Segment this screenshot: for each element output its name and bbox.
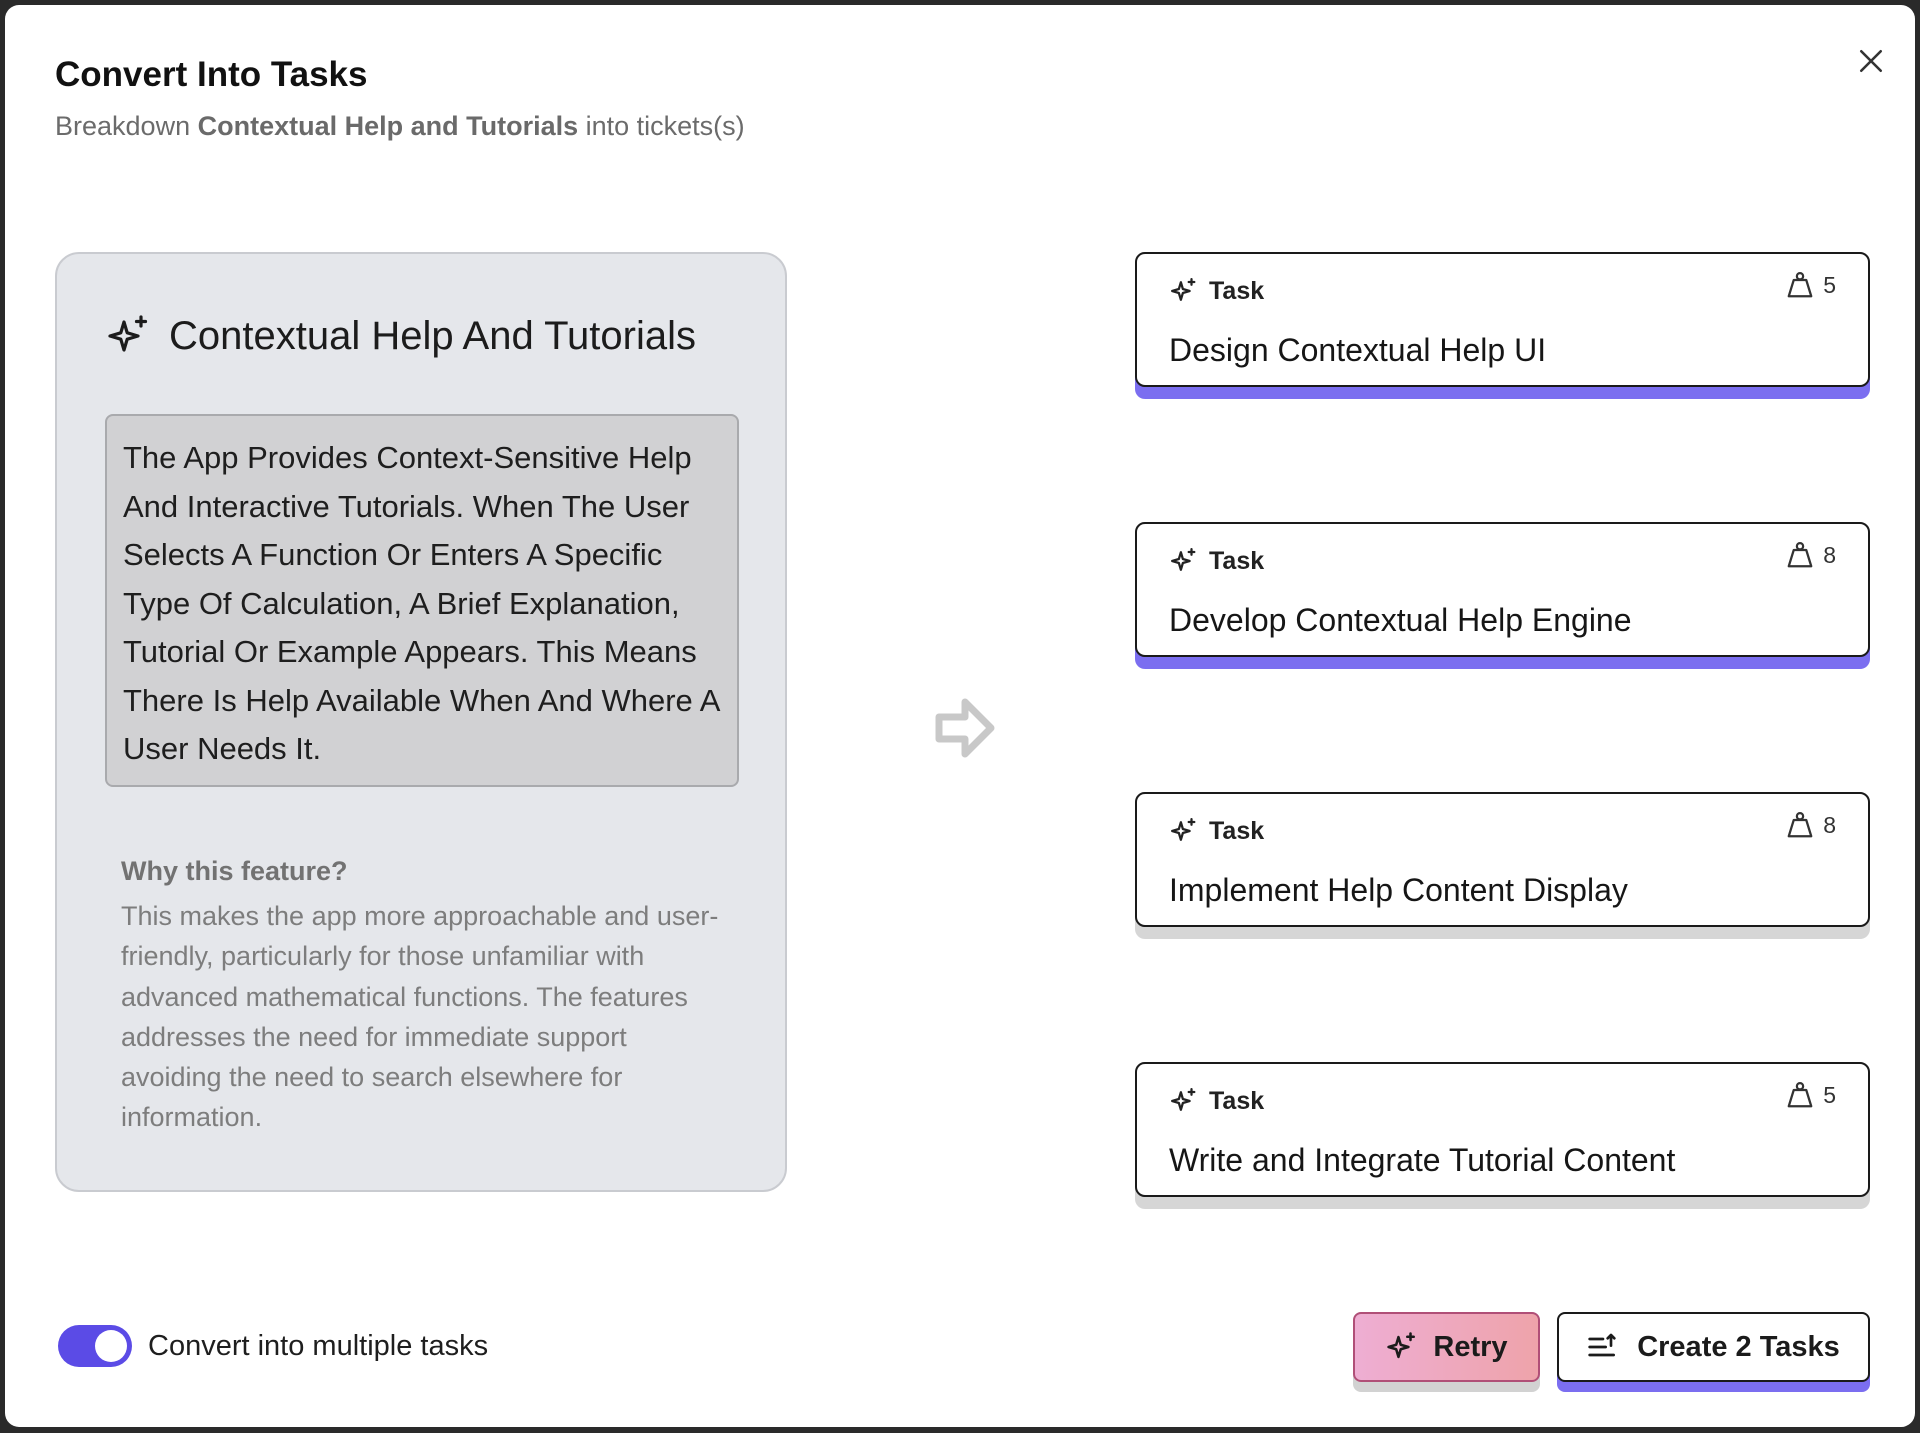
- task-type: [1169, 276, 1264, 306]
- dialog-title: Convert Into Tasks: [55, 55, 368, 94]
- toggle-knob: [95, 1330, 127, 1362]
- task-type-label: Task: [1209, 816, 1265, 845]
- create-tasks-label: Create 2 Tasks: [1637, 1330, 1840, 1363]
- task-points: [1785, 1080, 1836, 1110]
- close-button[interactable]: [1851, 41, 1891, 81]
- multiple-tasks-toggle[interactable]: [58, 1325, 132, 1367]
- task-card-1[interactable]: [1135, 252, 1870, 387]
- task-title: Develop Contextual Help Engine: [1169, 602, 1632, 638]
- task-points-value: 8: [1823, 811, 1836, 838]
- convert-tasks-dialog: [5, 5, 1915, 1427]
- weight-icon: [1785, 540, 1815, 570]
- task-card-4[interactable]: [1135, 1062, 1870, 1197]
- task-type: [1169, 546, 1264, 576]
- task-card-3[interactable]: [1135, 792, 1870, 927]
- feature-card: [55, 252, 787, 1192]
- why-feature-heading: Why this feature?: [121, 856, 348, 886]
- arrow-right-icon: [933, 695, 999, 761]
- feature-description: The App Provides Context-Sensitive Help And Interactive Tutorials. When The User Selects A Function Or Enters A Specific Type Of Calculation, A Brief Explanation, Tutorial Or Example Appears. This Means There Is Help Available When And Where A User Needs It.: [105, 414, 739, 787]
- task-type-label: Task: [1209, 276, 1265, 305]
- task-type-label: Task: [1209, 546, 1265, 575]
- weight-icon: [1785, 1080, 1815, 1110]
- task-points: [1785, 540, 1836, 570]
- feature-title: Contextual Help And Tutorials: [169, 313, 696, 358]
- task-type: [1169, 816, 1264, 846]
- weight-icon: [1785, 810, 1815, 840]
- task-type: [1169, 1086, 1264, 1116]
- sparkle-icon: [105, 312, 153, 360]
- task-title: Design Contextual Help UI: [1169, 332, 1547, 368]
- task-type-label: Task: [1209, 1086, 1265, 1115]
- task-points-value: 5: [1823, 1081, 1836, 1108]
- sparkle-icon: [1385, 1330, 1419, 1364]
- retry-button[interactable]: [1353, 1312, 1540, 1382]
- task-title: Write and Integrate Tutorial Content: [1169, 1142, 1676, 1178]
- create-tasks-button[interactable]: [1557, 1312, 1870, 1382]
- close-icon: [1858, 48, 1884, 74]
- subtitle-prefix: Breakdown: [55, 111, 198, 141]
- subtitle-suffix: into tickets(s): [578, 111, 745, 141]
- retry-label: Retry: [1433, 1330, 1508, 1363]
- task-points-value: 5: [1823, 271, 1836, 298]
- sparkle-icon: [1169, 276, 1199, 306]
- task-points-value: 8: [1823, 541, 1836, 568]
- why-feature-text: This makes the app more approachable and user-friendly, particularly for those unfamiliar with advanced mathematical functions. The features addresses the need for immediate support avoiding the need to search elsewhere for information.: [121, 901, 719, 1133]
- list-add-icon: [1587, 1331, 1619, 1363]
- subtitle-feature-name: Contextual Help and Tutorials: [197, 111, 579, 141]
- sparkle-icon: [1169, 546, 1199, 576]
- task-points: [1785, 810, 1836, 840]
- task-card-2[interactable]: [1135, 522, 1870, 657]
- sparkle-icon: [1169, 816, 1199, 846]
- toggle-label: Convert into multiple tasks: [148, 1330, 489, 1362]
- sparkle-icon: [1169, 1086, 1199, 1116]
- weight-icon: [1785, 270, 1815, 300]
- task-points: [1785, 270, 1836, 300]
- task-title: Implement Help Content Display: [1169, 872, 1628, 908]
- feature-header: [105, 312, 696, 360]
- dialog-subtitle: [55, 111, 745, 142]
